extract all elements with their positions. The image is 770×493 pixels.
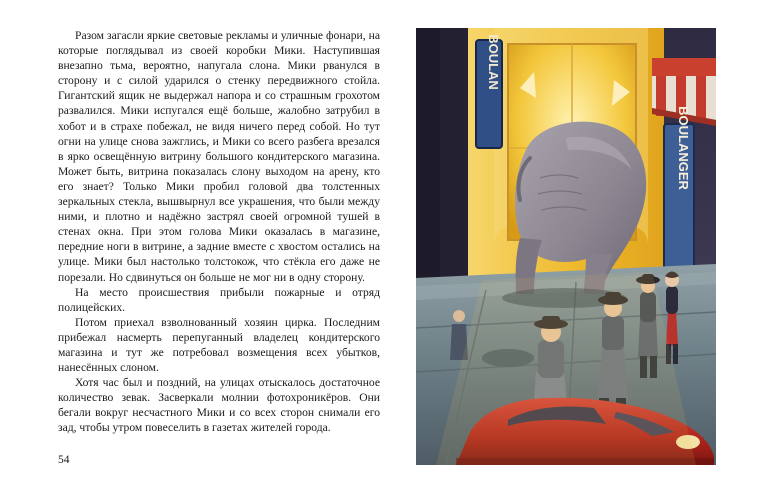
- illustration-elephant-in-shop-window: [416, 28, 716, 465]
- svg-text:BOULAN: BOULAN: [486, 34, 501, 90]
- body-text-column: [58, 28, 380, 436]
- svg-text:BOULANGER: BOULANGER: [676, 106, 691, 190]
- page-number: 54: [58, 454, 70, 466]
- paragraph-2: На место происшествия прибыли пожарные и отряд полицейских.: [58, 285, 380, 314]
- paragraph-3: Потом приехал взволнованный хозяин цирка. Последним прибежал насмерть перепуганный владелец кондитерского магазина и тут же потребовал возмещения всех убытков, нанесённых слоном.: [58, 315, 380, 375]
- paragraph-1: Разом загасли яркие световые рекламы и уличные фонари, на которые поглядывал из своей коробки Мики. Наступившая внезапно тьма, вероятно, напугала слона. Мики рванулся в сторону и с силой ударился о стенку передвижного стойла. Гигантский ящик не выдержал напора и со страшным грохотом развалился. Мики испугался ещё больше, жалобно затрубил в хобот и в страхе побежал, не видя ничего перед собой. Но тут огни на улице снова зажглись, и Мики со всего разбега врезался в ярко освещённую витрину большого кондитерского магазина. Может быть, витрина показалась слону выходом на арену, кто его знает? Только Мики пробил головой два толстенных зеркальных стекла, вышвырнул все украшения, что были между ними, и плотно и надёжно застрял своей огромной тушей в стенах окна. При этом голова Мики оказалась в магазине, передние ноги в витрине, а задние вместе с хвостом остались на улице. Мики был настолько толстокож, что стёкла его даже не порезали. Но сдвинуться он больше не мог ни в одну сторону.: [58, 29, 380, 284]
- paragraph-4: Хотя час был и поздний, на улицах отыскалось достаточное количество зевак. Засверкали молнии фотохроникёров. Они бегали вокруг несчастного Мики и со всех сторон снимали его зад, чтобы утром повеселить в газетах жителей города.: [58, 376, 380, 435]
